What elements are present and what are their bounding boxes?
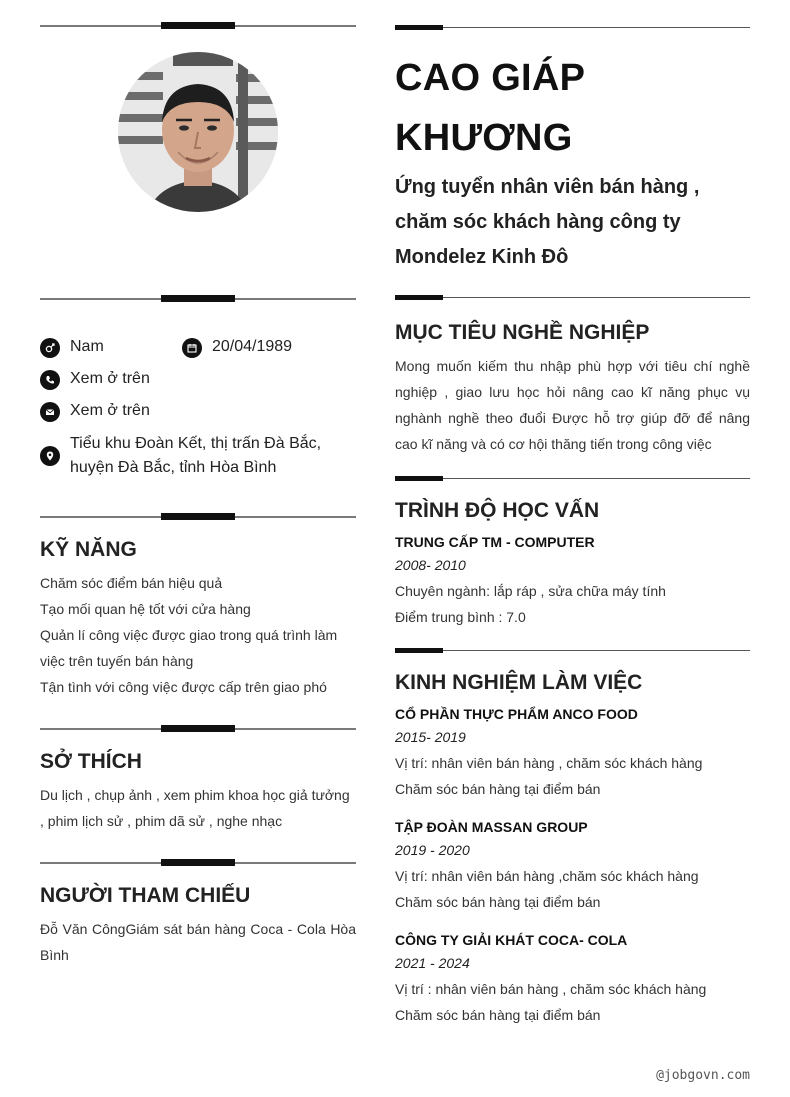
- list-item: Tận tình với công việc được cấp trên giao phó: [40, 679, 327, 695]
- profile-photo: [118, 52, 278, 212]
- skills-list: [40, 570, 340, 700]
- divider: [395, 648, 750, 654]
- gender-value: Nam: [70, 338, 104, 355]
- divider: [395, 25, 750, 31]
- phone-row: [40, 370, 150, 390]
- gender-row: [40, 338, 104, 358]
- email-icon: [40, 402, 60, 422]
- name-line: KHƯƠNG: [395, 117, 573, 159]
- education-title: TRÌNH ĐỘ HỌC VẤN: [395, 499, 600, 522]
- job-role: Vị trí : nhân viên bán hàng , chăm sóc khách hàng: [395, 981, 707, 997]
- job-period: 2015- 2019: [395, 729, 466, 745]
- company-name: TẬP ĐOÀN MASSAN GROUP: [395, 819, 588, 835]
- email-value: Xem ở trên: [70, 402, 150, 419]
- job-entry: [395, 930, 750, 1028]
- divider: [40, 859, 356, 867]
- job-entry: [395, 704, 750, 802]
- email-row: [40, 402, 150, 422]
- job-role: Vị trí: nhân viên bán hàng ,chăm sóc khách hàng: [395, 868, 699, 884]
- name-line: CAO GIÁP: [395, 57, 586, 99]
- references-text: Đỗ Văn CôngGiám sát bán hàng Coca - Cola Hòa Bình: [40, 921, 356, 963]
- objective-title: MỤC TIÊU NGHỀ NGHIỆP: [395, 321, 650, 344]
- education-gpa: Điểm trung bình : 7.0: [395, 609, 526, 625]
- phone-icon: [40, 370, 60, 390]
- address-row: [40, 434, 340, 480]
- job-desc: Chăm sóc bán hàng tại điểm bán: [395, 781, 601, 797]
- phone-value: Xem ở trên: [70, 370, 150, 387]
- address-value: Tiểu khu Đoàn Kết, thị trấn Đà Bắc, huyện Đà Bắc, tỉnh Hòa Bình: [70, 435, 322, 476]
- applied-position: Ứng tuyển nhân viên bán hàng , chăm sóc khách hàng công ty Mondelez Kinh Đô: [395, 176, 700, 268]
- experience-title: KINH NGHIỆM LÀM VIỆC: [395, 671, 643, 694]
- watermark: @jobgovn.com: [656, 1068, 750, 1083]
- company-name: CÔNG TY GIẢI KHÁT COCA- COLA: [395, 932, 628, 948]
- birthday-value: 20/04/1989: [212, 338, 293, 355]
- job-desc: Chăm sóc bán hàng tại điểm bán: [395, 894, 601, 910]
- calendar-icon: [182, 338, 202, 358]
- divider: [40, 22, 356, 30]
- job-entry: [395, 817, 750, 915]
- skills-title: KỸ NĂNG: [40, 538, 137, 561]
- education-entry: [395, 532, 750, 630]
- divider: [40, 725, 356, 733]
- divider: [40, 295, 356, 303]
- candidate-name: [395, 48, 755, 168]
- education-period: 2008- 2010: [395, 557, 466, 573]
- list-item: Tạo mối quan hệ tốt với cửa hàng: [40, 601, 251, 617]
- list-item: Chăm sóc điểm bán hiệu quả: [40, 575, 223, 591]
- list-item: Quản lí công việc được giao trong quá trình làm việc trên tuyến bán hàng: [40, 627, 338, 669]
- company-name: CỔ PHẦN THỰC PHẨM ANCO FOOD: [395, 706, 638, 722]
- job-period: 2019 - 2020: [395, 842, 470, 858]
- job-period: 2021 - 2024: [395, 955, 470, 971]
- job-role: Vị trí: nhân viên bán hàng , chăm sóc khách hàng: [395, 755, 703, 771]
- divider: [395, 295, 750, 301]
- hobbies-text: Du lịch , chụp ảnh , xem phim khoa học giả tưởng , phim lịch sử , phim dã sử , nghe nhạc: [40, 787, 350, 829]
- references-title: NGƯỜI THAM CHIẾU: [40, 884, 251, 907]
- education-major: Chuyên ngành: lắp ráp , sửa chữa máy tính: [395, 583, 666, 599]
- birthday-row: [182, 338, 292, 358]
- location-icon: [40, 446, 60, 466]
- divider: [395, 476, 750, 482]
- objective-text: Mong muốn kiếm thu nhập phù hợp với tiêu chí nghề nghiệp , giao lưu học hỏi nâng cao kĩ năng phục vụ nghành nghề theo đuổi Được hỗ trợ giúp đỡ để nâng cao kĩ năng và có cơ hội thăng tiến trong công việc: [395, 358, 750, 452]
- hobbies-title: SỞ THÍCH: [40, 750, 142, 773]
- job-desc: Chăm sóc bán hàng tại điểm bán: [395, 1007, 601, 1023]
- divider: [40, 513, 356, 521]
- avatar: [118, 52, 278, 212]
- school-name: TRUNG CẤP TM - COMPUTER: [395, 534, 595, 550]
- gender-icon: [40, 338, 60, 358]
